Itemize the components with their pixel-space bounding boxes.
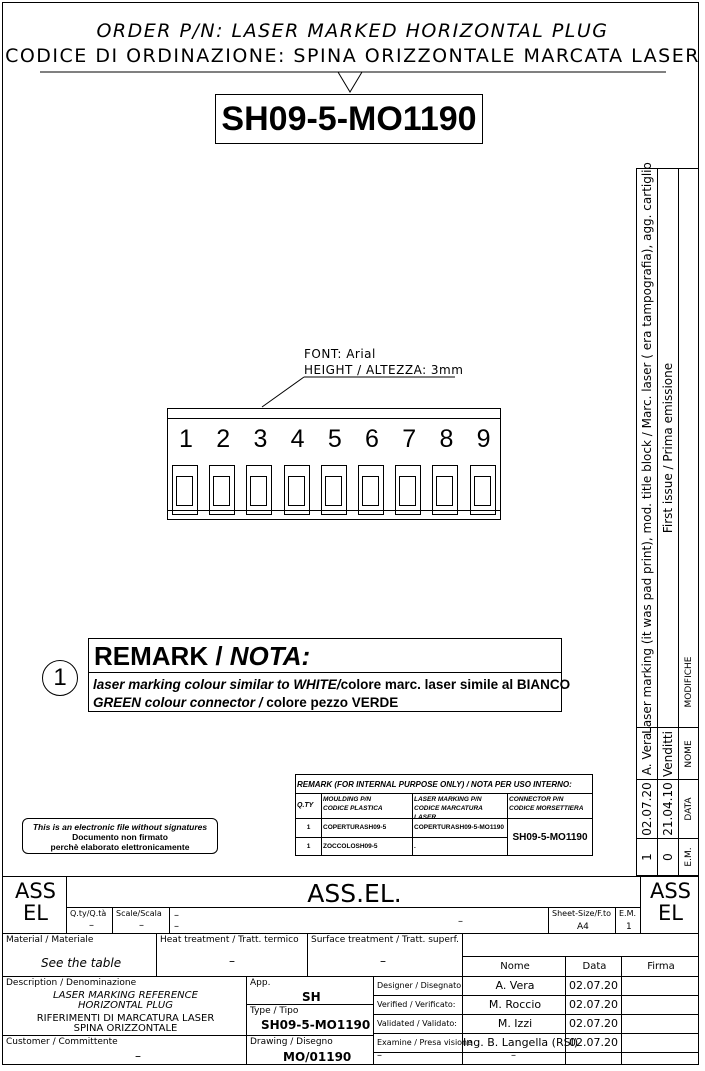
- type-cell: [246, 1004, 374, 1036]
- pin-number: 3: [253, 425, 268, 453]
- drawing-label: Drawing / Disegno: [250, 1037, 333, 1047]
- misc-cell: [169, 907, 549, 934]
- logo-right: ASS EL: [649, 879, 692, 925]
- role-date: 02.07.20: [569, 979, 618, 992]
- col-firma: Firma: [647, 961, 675, 972]
- remark-title-en: REMARK /: [94, 641, 230, 671]
- pin-number: 8: [439, 425, 454, 453]
- role-name-cell: [462, 1014, 566, 1034]
- qty-value: –: [89, 920, 94, 931]
- em-label: E.M.: [619, 909, 637, 918]
- pin-number: 2: [216, 425, 231, 453]
- customer-label: Customer / Committente: [6, 1037, 118, 1047]
- type-label: Type / Tipo: [250, 1006, 299, 1016]
- remark-line-2-it: colore pezzo VERDE: [266, 695, 399, 710]
- pin-number: 9: [476, 425, 491, 453]
- rev-header-name-cell: [678, 727, 699, 780]
- pin-socket: [284, 465, 310, 515]
- customer-cell: [2, 1035, 247, 1065]
- role-label-cell: [373, 1014, 463, 1034]
- esign-line-1: This is an electronic file without signatures: [32, 822, 208, 832]
- revision-table: [636, 162, 699, 876]
- role-date-cell: [565, 976, 622, 996]
- rev0-desc: First issue / Prima emissione: [661, 362, 675, 534]
- role-name-cell: [462, 995, 566, 1015]
- scale-cell: [112, 907, 170, 934]
- qty-label: Q.ty/Q.tà: [70, 909, 107, 918]
- logo-right-cell: [640, 876, 699, 934]
- rev-header-date: DATA: [683, 797, 694, 821]
- description-line-1: LASER MARKING REFERENCE: [53, 990, 198, 1001]
- role-date: 02.07.20: [569, 998, 618, 1011]
- role-signature-cell: [621, 995, 699, 1015]
- company-cell: [66, 876, 641, 908]
- col-firma-cell: [621, 956, 699, 977]
- rev0-name-cell: [657, 727, 679, 780]
- role-label-cell: [373, 976, 463, 996]
- pin-number: 7: [402, 425, 417, 453]
- internal-connector: SH09-5-MO1190: [507, 818, 593, 856]
- sheet-size-value: A4: [577, 922, 589, 932]
- pin-socket-inner: [436, 476, 453, 506]
- role-label: Verified / Verificato:: [377, 1000, 456, 1009]
- surface-cell: [307, 933, 463, 977]
- electronic-file-note: [22, 818, 218, 854]
- material-value: See the table: [41, 956, 122, 970]
- last-dash-mid: –: [511, 1050, 516, 1061]
- rev1-name: A. Vera: [640, 732, 654, 775]
- rev0-name: Venditti: [661, 730, 675, 777]
- role-name-cell: [462, 976, 566, 996]
- internal-row2-qty: 1: [295, 837, 322, 856]
- pin-number: 6: [365, 425, 379, 453]
- col-nome-cell: [462, 956, 566, 977]
- rev1-em: 1: [640, 853, 654, 861]
- role-date-cell: [565, 995, 622, 1015]
- last-mid-cell: [462, 1052, 566, 1065]
- internal-header-connector: CONNECTOR P/N CODICE MORSETTIERA: [507, 793, 593, 819]
- pin-socket: [432, 465, 458, 515]
- internal-header-moulding: MOULDING P/N CODICE PLASTICA: [321, 793, 413, 819]
- role-label: Designer / Disegnato: [377, 981, 462, 990]
- description-label: Description / Denominazione: [6, 978, 137, 988]
- col-data: Data: [582, 961, 607, 972]
- callout-circle: 1: [42, 660, 78, 696]
- role-date: 02.07.20: [569, 1017, 618, 1030]
- pin-socket: [358, 465, 384, 515]
- misc-value-2: –: [174, 921, 179, 932]
- pin-socket-inner: [288, 476, 305, 506]
- rev1-date-cell: [636, 779, 658, 839]
- last-date-cell: [565, 1052, 622, 1065]
- app-cell: [246, 976, 374, 1005]
- rev0-em-cell: [657, 838, 679, 876]
- role-label-cell: [373, 1033, 473, 1053]
- font-name: FONT: Arial: [304, 347, 376, 361]
- pin-socket-inner: [399, 476, 416, 506]
- internal-header-laser: LASER MARKING P/N CODICE MARCATURA LASER: [412, 793, 508, 819]
- font-leader-line: [0, 0, 705, 420]
- role-date-cell: [565, 1014, 622, 1034]
- material-label: Material / Materiale: [6, 935, 94, 945]
- logo-left: ASS EL: [14, 879, 57, 925]
- type-value: SH09-5-MO1190: [261, 1018, 371, 1032]
- pin-number: 5: [327, 425, 342, 453]
- sheet-size-label: Sheet-Size/F.to: [552, 909, 612, 918]
- heat-label: Heat treatment / Tratt. termico: [160, 935, 299, 945]
- pin-socket-inner: [176, 476, 193, 506]
- scale-label: Scale/Scala: [116, 909, 162, 918]
- remark-line-2: [93, 695, 398, 710]
- rev1-desc-cell: [636, 162, 658, 734]
- misc-value-1: –: [174, 910, 179, 921]
- scale-value: –: [139, 920, 144, 931]
- pin-socket: [172, 465, 198, 515]
- role-label: Examine / Presa visione: [377, 1038, 473, 1047]
- internal-row2-moulding: ZOCCOLOSH09-5: [321, 837, 413, 856]
- remark-box: [88, 638, 571, 712]
- role-label: Validated / Validato:: [377, 1019, 458, 1028]
- remark-line-1-it: colore marc. laser simile al BIANCO: [340, 677, 571, 692]
- drawing-cell: [246, 1035, 374, 1065]
- remark-line-1-en: laser marking colour similar to WHITE/: [93, 677, 341, 692]
- app-label: App.: [250, 978, 271, 988]
- role-name: Ing. B. Langella (RSI): [463, 1036, 579, 1049]
- col-data-cell: [565, 956, 622, 977]
- rev-header-desc-cell: [678, 168, 699, 728]
- remark-divider: [89, 672, 561, 673]
- rev0-desc-cell: [657, 168, 679, 728]
- approvals-spacer: [462, 933, 699, 957]
- description-line-4: SPINA ORIZZONTALE: [73, 1023, 178, 1034]
- internal-row1-laser: COPERTURASH09-5-MO1190: [412, 818, 508, 838]
- rev-header-name: NOME: [683, 739, 694, 768]
- role-date: 02.07.20: [569, 1036, 618, 1049]
- role-name: M. Roccio: [488, 998, 542, 1011]
- remark-title-it: NOTA:: [229, 641, 311, 671]
- internal-row2-laser: .: [412, 837, 508, 856]
- sheet-size-cell: [548, 907, 616, 934]
- order-title-it: CODICE DI ORDINAZIONE: SPINA ORIZZONTALE MARCATA LASER: [5, 45, 700, 67]
- app-value: SH: [302, 990, 321, 1004]
- rev1-desc: Laser marking (it was pad print), mod. title block / Marc. laser ( era tampografia), agg. cartiglio: [640, 162, 654, 734]
- logo-left-cell: [2, 876, 67, 934]
- pin-socket: [395, 465, 421, 515]
- pin-socket-inner: [325, 476, 342, 506]
- last-left-cell: [373, 1052, 463, 1065]
- rev0-em: 0: [661, 853, 675, 861]
- rev1-date: 02.07.20: [640, 782, 654, 836]
- pin-socket-inner: [474, 476, 491, 506]
- col-nome: Nome: [500, 961, 530, 972]
- pin-number: 1: [179, 425, 193, 453]
- misc-dash-mid: –: [458, 916, 463, 927]
- rev1-name-cell: [636, 727, 658, 780]
- rev-header-em: E.M.: [683, 847, 694, 867]
- role-label-cell: [373, 995, 463, 1015]
- rev0-date-cell: [657, 779, 679, 839]
- role-date-cell: [565, 1033, 622, 1053]
- em-value: 1: [626, 922, 632, 932]
- heat-value: –: [229, 954, 235, 968]
- pin-socket-inner: [250, 476, 267, 506]
- pin-socket: [246, 465, 272, 515]
- pin-socket: [209, 465, 235, 515]
- last-dash-left: –: [377, 1050, 382, 1061]
- pin-socket-inner: [362, 476, 379, 506]
- role-signature-cell: [621, 1014, 699, 1034]
- esign-line-2: Documento non firmato: [72, 832, 168, 842]
- title-block: [2, 876, 699, 1065]
- customer-value: –: [135, 1049, 141, 1063]
- order-title-en: ORDER P/N: LASER MARKED HORIZONTAL PLUG: [96, 20, 609, 42]
- drawing-value: MO/01190: [283, 1050, 352, 1064]
- remark-line-2-en: GREEN colour connector /: [93, 695, 267, 710]
- internal-table-title: REMARK (FOR INTERNAL PURPOSE ONLY) / NOTA PER USO INTERNO:: [295, 774, 593, 794]
- remark-line-1: [93, 677, 570, 692]
- qty-cell: [66, 907, 113, 934]
- rev-header-date-cell: [678, 779, 699, 839]
- heat-cell: [156, 933, 308, 977]
- role-signature-cell: [621, 1033, 699, 1053]
- surface-value: –: [380, 954, 386, 968]
- description-cell: [2, 976, 247, 1036]
- plug-top-edge: [167, 418, 501, 419]
- font-height: HEIGHT / ALTEZZA: 3mm: [304, 363, 464, 377]
- rev0-date: 21.04.10: [661, 782, 675, 836]
- pin-socket: [321, 465, 347, 515]
- role-signature-cell: [621, 976, 699, 996]
- surface-label: Surface treatment / Tratt. superf.: [311, 935, 459, 945]
- internal-row1-qty: 1: [295, 818, 322, 838]
- role-name: A. Vera: [495, 979, 535, 992]
- rev-header-em-cell: [678, 838, 699, 876]
- pin-socket-inner: [213, 476, 230, 506]
- description-line-2: HORIZONTAL PLUG: [78, 1000, 173, 1011]
- pin-number: 4: [290, 425, 305, 453]
- rev-header-desc: MODIFICHE: [683, 656, 694, 708]
- internal-row1-moulding: COPERTURASH09-5: [321, 818, 413, 838]
- rev1-em-cell: [636, 838, 658, 876]
- last-firma-cell: [621, 1052, 699, 1065]
- internal-header-qty: Q.TY: [295, 793, 322, 819]
- internal-table: [295, 774, 593, 856]
- em-cell: [615, 907, 641, 934]
- material-cell: [2, 933, 157, 977]
- description-line-3: RIFERIMENTI DI MARCATURA LASER: [36, 1013, 215, 1024]
- esign-line-3: perchè elaborato elettronicamente: [50, 842, 190, 852]
- pin-socket: [470, 465, 496, 515]
- remark-title: [94, 641, 310, 672]
- company-name: ASS.EL.: [307, 879, 402, 908]
- part-number-box: SH09-5-MO1190: [215, 94, 483, 144]
- role-name: M. Izzi: [497, 1017, 533, 1030]
